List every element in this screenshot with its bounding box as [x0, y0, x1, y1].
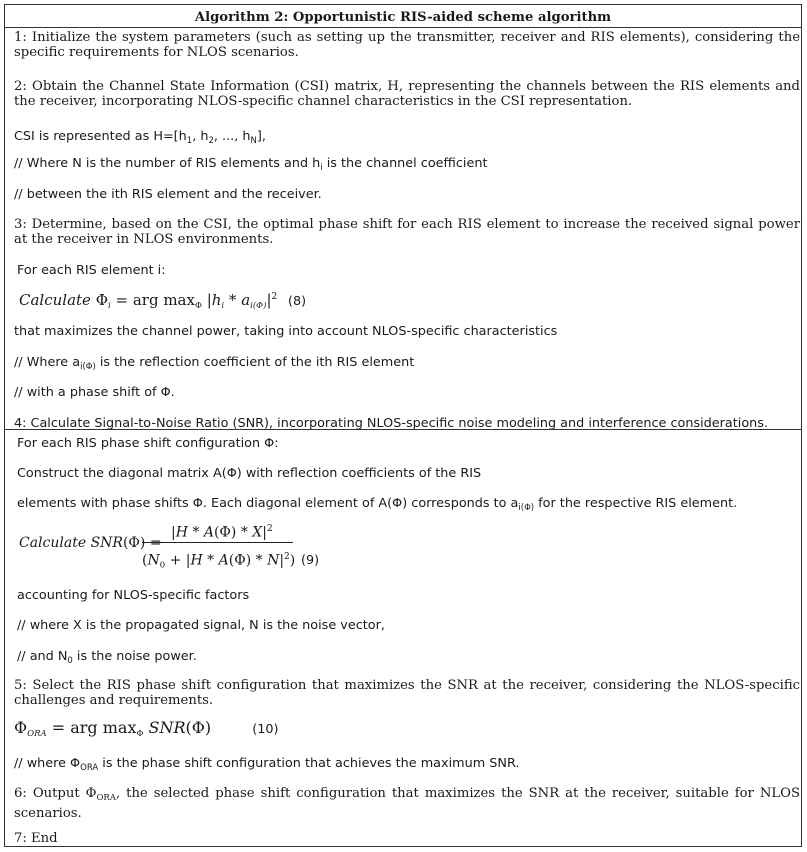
for-each-config: For each RIS phase shift configuration Φ:: [17, 436, 279, 451]
step-6: 6: Output $\Phi_{ORA}$, the selected phase shift configuration that maximizes the SNR at the receiver, suitable for NLOS scenarios.: [14, 786, 800, 821]
for-each-element: For each RIS element i:: [17, 263, 166, 278]
algorithm-box: Algorithm 2: Opportunistic RIS-aided scheme algorithm 1: Initialize the system parameters (such as setting up the transmitter, receiver and RIS elements), considering the specific requirements for NLOS scenarios. 2: Obtain the Channel State Information (CSI) matrix, H, representing the channels between the RIS elements and the receiver, incorporating NLOS-specific channel characteristics in the CSI representation. CSI is represented as $H=[h_1$, $h_2$, ..., $h_N$], // Where N is the number of RIS elements and $h_i$ is the channel coefficient // between the ith RIS element and the receiver. 3: Determine, based on the CSI, the optimal phase shift for each RIS element to increase the received signal power at the receiver in NLOS environments. For each RIS element i: Calculate $\Phi_i$ = arg $\max_\Phi |h_i * a_{i(\Phi)}|^2$ (8) that maximizes the channel power, taking into account NLOS-specific characteristics // Where $a_{i(\Phi)}$ is the reflection coefficient of the ith RIS element // with a phase shift of Φ. 4: Calculate Signal-to-Noise Ratio (SNR), incorporating NLOS-specific noise modeling and interference considerations. For each RIS phase shift configuration Φ: Construct the diagonal matrix A(Φ) with reflection coefficients of the RIS elements with phase shifts Φ. Each diagonal element of A(Φ) corresponds to $a_{i(\Phi)}$ for the respective RIS element. Calculate SNR(Φ) = $|H * A(\Phi) * X|^2$ $(N_0 + |H * A(\Phi) * N|^2)$ (9) accounting for NLOS-specific factors // where X is the propagated signal, N is the noise vector, // and $N_0$ is the noise power. 5: Select the RIS phase shift configuration that maximizes the SNR at the receiver, considering the NLOS-specific challenges and requirements. $\Phi_{ORA}$ = arg $\max_\Phi SNR(\Phi)$ (10) // where $\Phi_{ORA}$ is the phase shift configuration that achieves the maximum SNR. 6: Output $\Phi_{ORA}$, the selected phase shift configuration that maximizes the SNR at the receiver, suitable for NLOS scenarios. 7: End: [4, 4, 802, 847]
step-2: 2: Obtain the Channel State Information (CSI) matrix, H, representing the channels between the RIS elements and the receiver, incorporating NLOS-specific channel characteristics in the CSI representation.: [14, 79, 800, 109]
algorithm-title: Algorithm 2: Opportunistic RIS-aided scheme algorithm: [194, 10, 612, 25]
comment-ora: // where $\Phi_{ORA}$ is the phase shift configuration that achieves the maximum SNR.: [14, 756, 520, 773]
construct-line-2: elements with phase shifts Φ. Each diagonal element of A(Φ) corresponds to $a_{i(\Phi)}$ for the respective RIS element.: [17, 496, 738, 513]
comment-reflection: // Where $a_{i(\Phi)}$ is the reflection coefficient of the ith RIS element: [14, 355, 415, 372]
equation-8: Calculate $\Phi_i$ = arg $\max_\Phi |h_i * a_{i(\Phi)}|^2$ (8): [19, 291, 307, 311]
step-3: 3: Determine, based on the CSI, the optimal phase shift for each RIS element to increase the received signal power at the receiver in NLOS environments.: [14, 217, 800, 247]
comment-n0: // and $N_0$ is the noise power.: [17, 649, 197, 666]
step-7: 7: End: [14, 831, 58, 846]
comment-n-elements: // Where N is the number of RIS elements and $h_i$ is the channel coefficient: [14, 156, 488, 173]
step-5: 5: Select the RIS phase shift configuration that maximizes the SNR at the receiver, considering the NLOS-specific challenges and requirements.: [14, 678, 800, 708]
construct-line-1: Construct the diagonal matrix A(Φ) with reflection coefficients of the RIS: [17, 466, 482, 481]
comment-x: // where X is the propagated signal, N is the noise vector,: [17, 618, 385, 633]
maximizes-line: that maximizes the channel power, taking into account NLOS-specific characteristics: [14, 324, 558, 339]
accounting-line: accounting for NLOS-specific factors: [17, 588, 250, 603]
equation-10: $\Phi_{ORA}$ = arg $\max_\Phi SNR(\Phi)$ (10): [14, 718, 279, 739]
section-divider: [5, 429, 801, 430]
csi-line: CSI is represented as $H=[h_1$, $h_2$, ..., $h_N$],: [14, 129, 266, 146]
title-divider: [5, 27, 801, 28]
step-4: 4: Calculate Signal-to-Noise Ratio (SNR), incorporating NLOS-specific noise modeling and interference considerations.: [14, 416, 769, 431]
step-1: 1: Initialize the system parameters (such as setting up the transmitter, receiver and RIS elements), considering the specific requirements for NLOS scenarios.: [14, 30, 800, 60]
comment-between: // between the ith RIS element and the receiver.: [14, 187, 322, 202]
comment-phase: // with a phase shift of Φ.: [14, 385, 175, 400]
